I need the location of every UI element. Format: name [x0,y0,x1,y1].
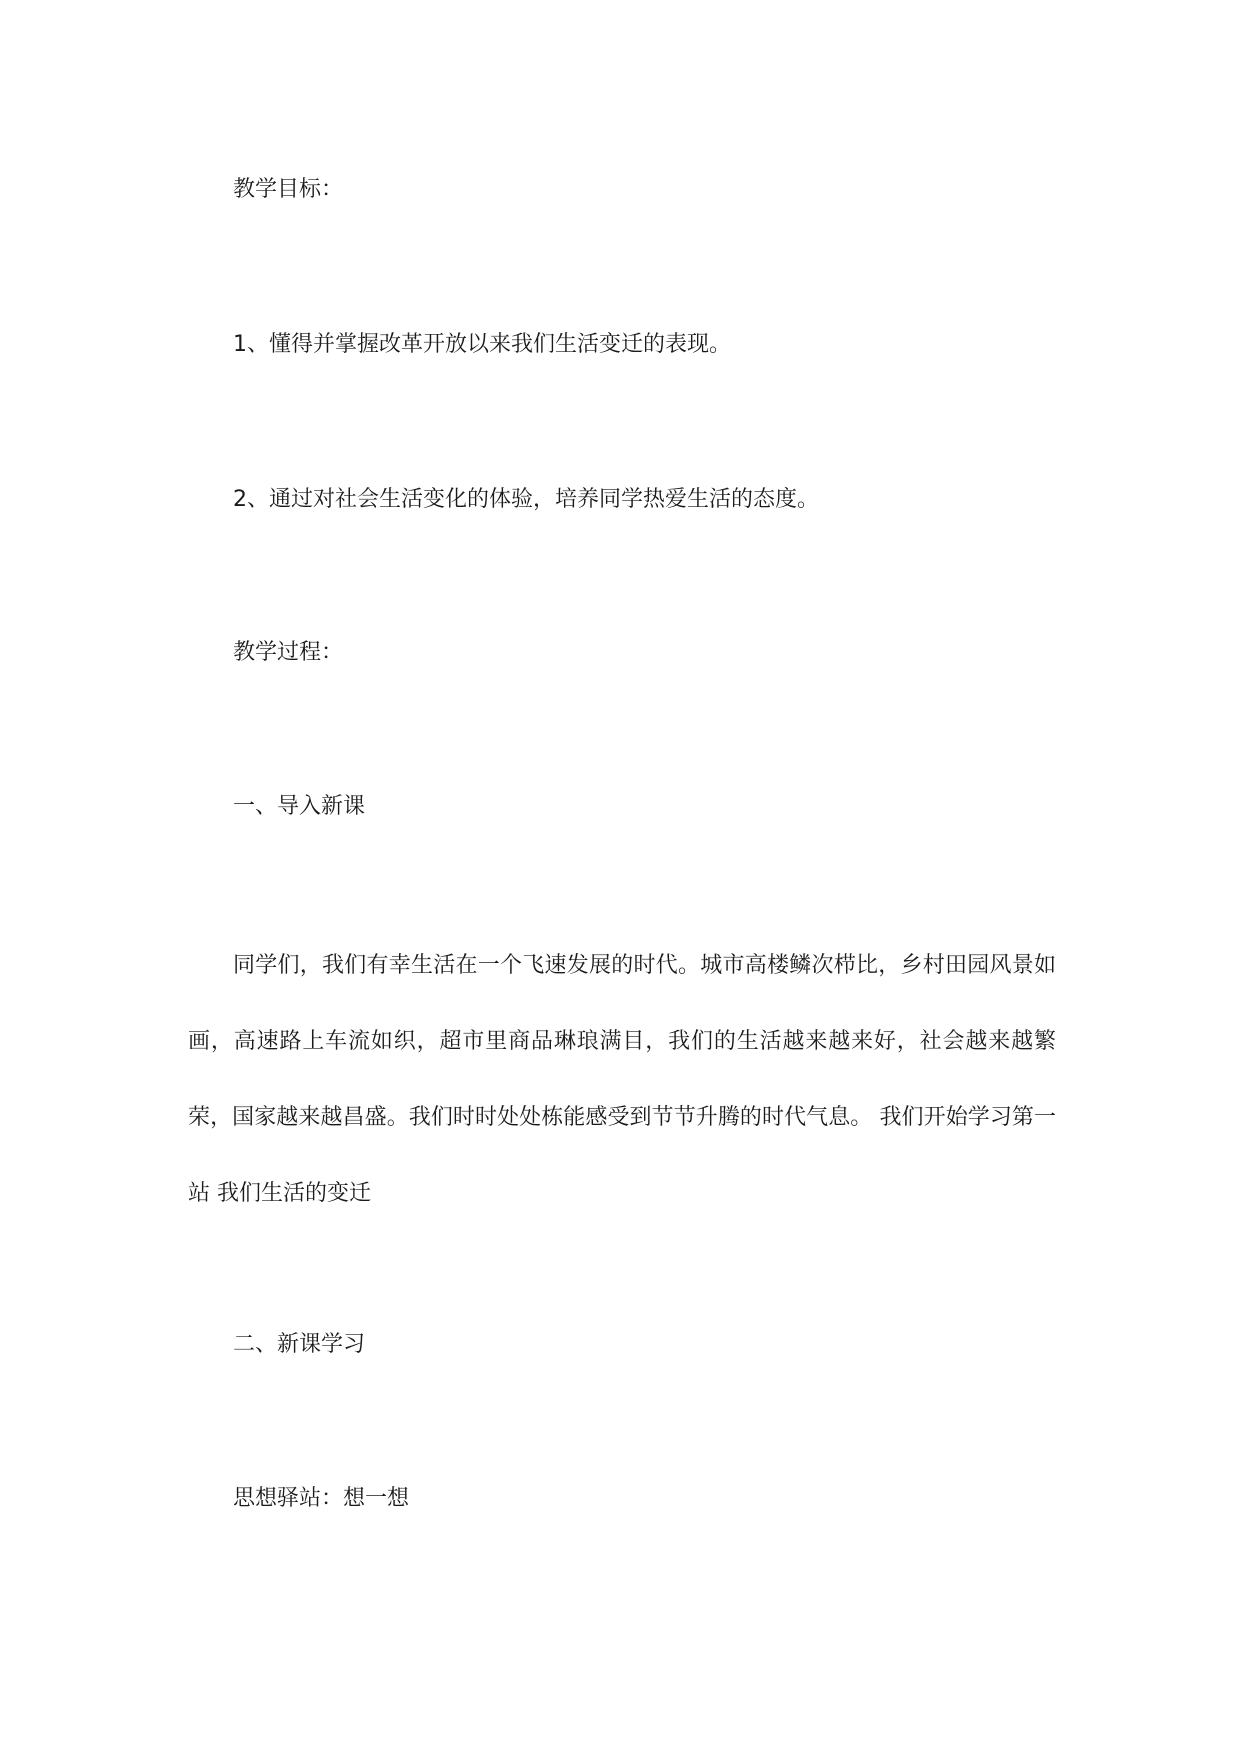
section-2-title: 二、新课学习 [233,1332,366,1357]
section-1-paragraph: 同学们，我们有幸生活在一个飞速发展的时代。城市高楼鳞次栉比，乡村田园风景如画，高速路上车流如织，超市里商品琳琅满目，我们的生活越来越来好，社会越来越繁荣，国家越来越昌盛。我们时时处处栋能感受到节节升腾的时代气息。 我们开始学习第一站 我们生活的变迁 [188,953,1056,1206]
subsection-title: 思想驿站：想一想 [233,1486,410,1511]
process-heading: 教学过程： [233,640,344,665]
section-1-title: 一、导入新课 [233,794,366,819]
objective-item-1: 1、懂得并掌握改革开放以来我们生活变迁的表现。 [233,332,731,357]
objective-item-2: 2、通过对社会生活变化的体验，培养同学热爱生活的态度。 [233,487,819,512]
objectives-heading: 教学目标： [233,177,344,202]
